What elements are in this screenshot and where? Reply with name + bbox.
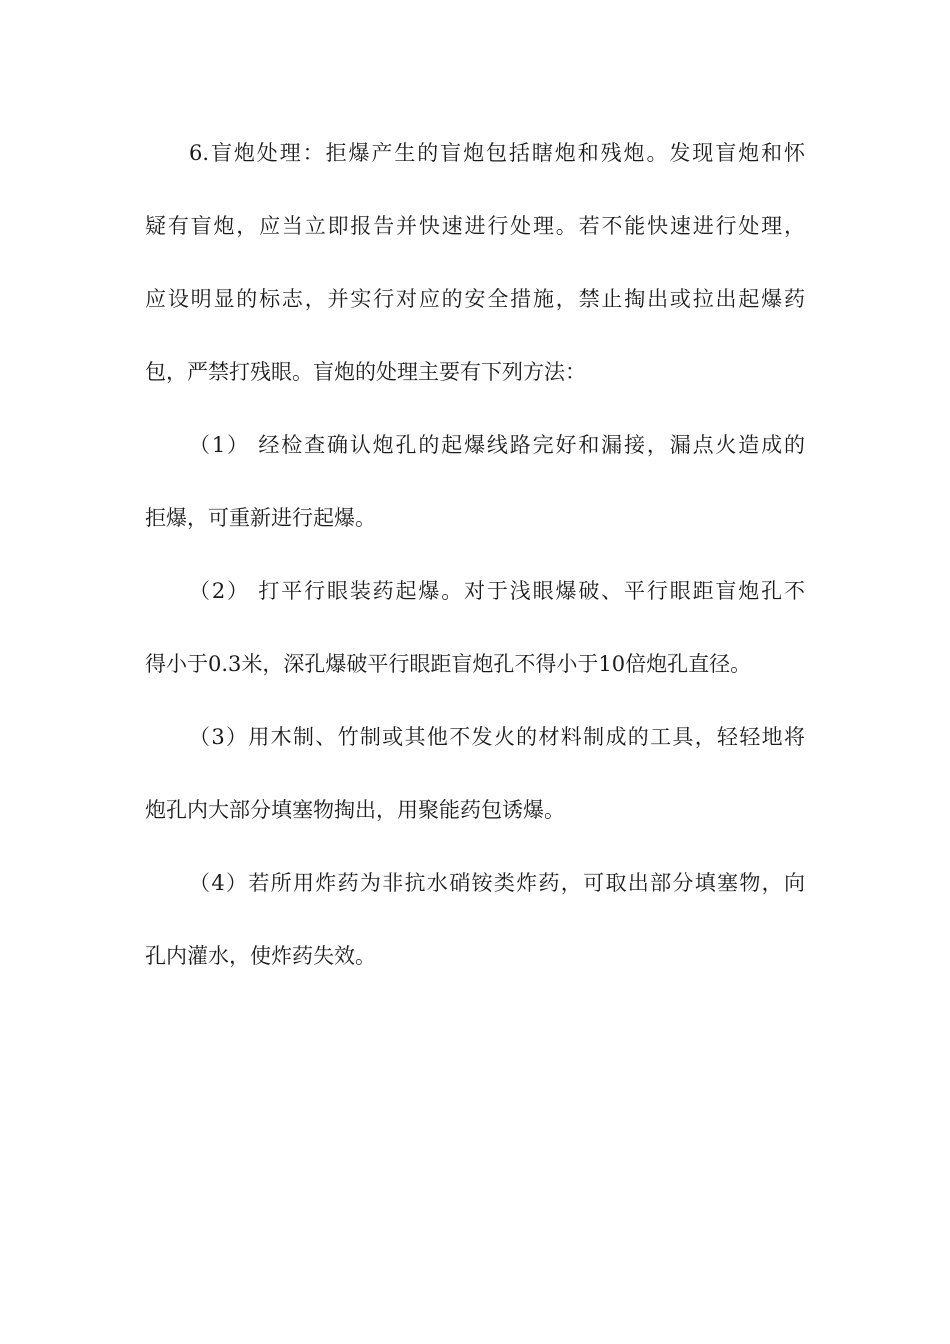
paragraph-line: （2） 打平行眼装药起爆。对于浅眼爆破、平行眼距盲炮孔不	[189, 579, 805, 603]
paragraph-line: （3）用木制、竹制或其他不发火的材料制成的工具，轻轻地将	[189, 725, 805, 749]
paragraph-method-1	[145, 422, 805, 568]
paragraph-line: 6.盲炮处理：拒爆产生的盲炮包括瞎炮和残炮。发现盲炮和怀	[189, 141, 805, 165]
paragraph-method-4	[145, 860, 805, 1006]
paragraph-line: （4）若所用炸药为非抗水硝铵类炸药，可取出部分填塞物，向	[189, 871, 805, 895]
paragraph-line: 疑有盲炮，应当立即报告并快速进行处理。若不能快速进行处理，	[145, 214, 805, 238]
paragraph-line: 孔内灌水，使炸药失效。	[145, 944, 376, 968]
paragraph-method-3	[145, 714, 805, 860]
paragraph-line: 包，严禁打残眼。盲炮的处理主要有下列方法：	[145, 360, 586, 384]
paragraph-line: 拒爆，可重新进行起爆。	[145, 506, 376, 530]
paragraph-method-2	[145, 568, 805, 714]
paragraph-blind-shot-handling	[145, 130, 805, 422]
paragraph-line: 炮孔内大部分填塞物掏出，用聚能药包诱爆。	[145, 798, 565, 822]
paragraph-line: 应设明显的标志，并实行对应的安全措施，禁止掏出或拉出起爆药	[145, 287, 805, 311]
document-body	[145, 130, 805, 1006]
paragraph-line: （1） 经检查确认炮孔的起爆线路完好和漏接，漏点火造成的	[189, 433, 805, 457]
paragraph-line: 得小于0.3米，深孔爆破平行眼距盲炮孔不得小于10倍炮孔直径。	[145, 652, 752, 676]
